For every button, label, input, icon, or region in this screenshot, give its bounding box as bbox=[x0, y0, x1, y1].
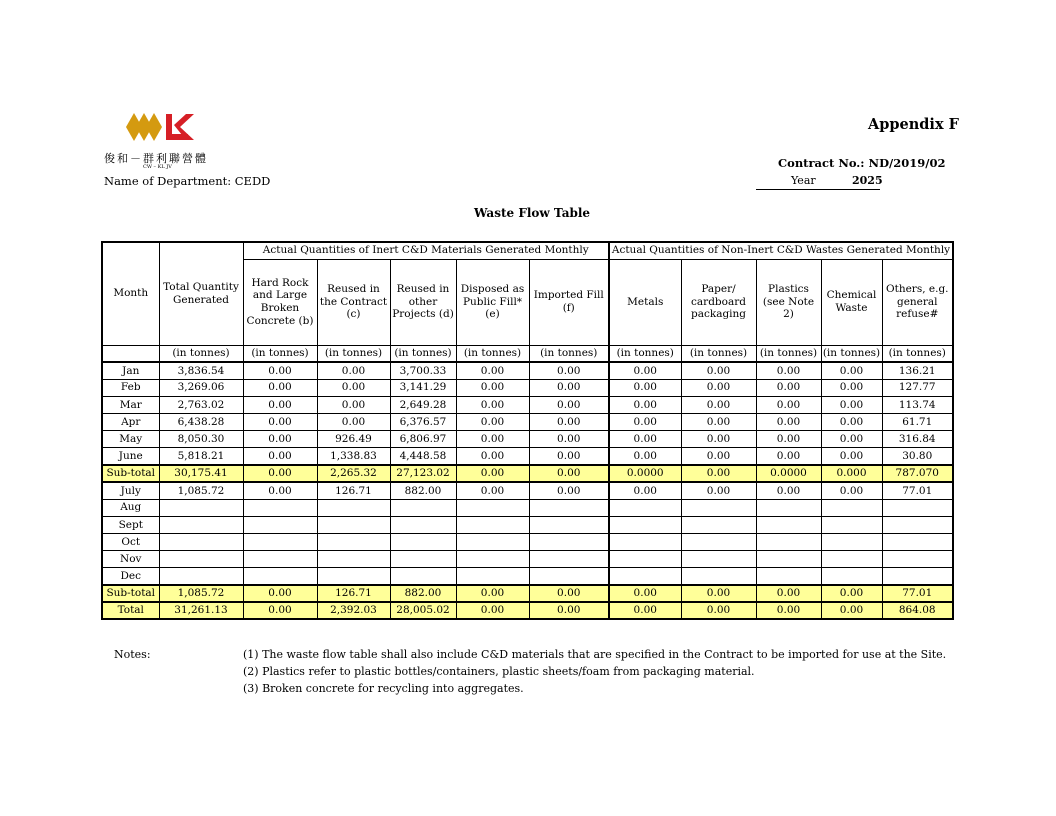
value-cell: 864.08 bbox=[882, 602, 953, 619]
month-cell: Feb bbox=[102, 379, 159, 396]
value-cell: 1,338.83 bbox=[317, 448, 390, 465]
value-cell: 0.00 bbox=[821, 448, 882, 465]
value-cell bbox=[529, 568, 609, 585]
month-cell: Jan bbox=[102, 362, 159, 379]
value-cell: 2,265.32 bbox=[317, 465, 390, 482]
value-cell: 0.00 bbox=[243, 431, 317, 448]
group-header-inert: Actual Quantities of Inert C&D Materials Generated Monthly bbox=[243, 242, 609, 259]
value-cell: 3,836.54 bbox=[159, 362, 243, 379]
value-cell: 3,269.06 bbox=[159, 379, 243, 396]
value-cell: 0.00 bbox=[821, 362, 882, 379]
appendix-label: Appendix F bbox=[868, 116, 959, 133]
value-cell: 1,085.72 bbox=[159, 482, 243, 499]
value-cell: 0.00 bbox=[456, 396, 529, 413]
month-cell: Sept bbox=[102, 516, 159, 533]
value-cell bbox=[609, 533, 681, 550]
value-cell: 0.00 bbox=[529, 585, 609, 602]
value-cell: 316.84 bbox=[882, 431, 953, 448]
value-cell: 5,818.21 bbox=[159, 448, 243, 465]
year-field bbox=[756, 173, 883, 190]
value-cell: 61.71 bbox=[882, 413, 953, 430]
value-cell: 2,649.28 bbox=[390, 396, 456, 413]
value-cell bbox=[317, 551, 390, 568]
value-cell: 0.00 bbox=[243, 413, 317, 430]
value-cell bbox=[390, 516, 456, 533]
value-cell: 0.00 bbox=[529, 448, 609, 465]
value-cell: 0.00 bbox=[456, 585, 529, 602]
table-row bbox=[102, 379, 953, 396]
value-cell: 1,085.72 bbox=[159, 585, 243, 602]
value-cell bbox=[317, 516, 390, 533]
month-cell: Apr bbox=[102, 413, 159, 430]
value-cell: 0.00 bbox=[609, 448, 681, 465]
value-cell bbox=[243, 551, 317, 568]
value-cell: 2,392.03 bbox=[317, 602, 390, 619]
value-cell bbox=[529, 551, 609, 568]
value-cell: 28,005.02 bbox=[390, 602, 456, 619]
value-cell bbox=[243, 533, 317, 550]
value-cell: 0.00 bbox=[243, 602, 317, 619]
value-cell bbox=[456, 533, 529, 550]
value-cell bbox=[317, 568, 390, 585]
note-item: (3) Broken concrete for recycling into aggregates. bbox=[243, 682, 524, 695]
col-header-reused-other: Reused in other Projects (d) bbox=[390, 259, 456, 345]
col-header-chemical: Chemical Waste bbox=[821, 259, 882, 345]
unit-cell: (in tonnes) bbox=[243, 345, 317, 362]
value-cell bbox=[609, 568, 681, 585]
value-cell: 882.00 bbox=[390, 482, 456, 499]
value-cell: 0.00 bbox=[317, 379, 390, 396]
value-cell bbox=[756, 499, 821, 516]
value-cell bbox=[529, 516, 609, 533]
month-cell: Total bbox=[102, 602, 159, 619]
value-cell: 3,141.29 bbox=[390, 379, 456, 396]
value-cell bbox=[681, 568, 756, 585]
value-cell: 0.00 bbox=[243, 362, 317, 379]
value-cell: 0.00 bbox=[681, 396, 756, 413]
value-cell bbox=[821, 551, 882, 568]
value-cell: 0.00 bbox=[529, 431, 609, 448]
department-name: Name of Department: CEDD bbox=[104, 174, 271, 188]
value-cell bbox=[317, 499, 390, 516]
value-cell: 3,700.33 bbox=[390, 362, 456, 379]
value-cell: 0.00 bbox=[681, 431, 756, 448]
col-header-hard-rock: Hard Rock and Large Broken Concrete (b) bbox=[243, 259, 317, 345]
value-cell bbox=[390, 568, 456, 585]
unit-cell: (in tonnes) bbox=[317, 345, 390, 362]
col-header-metals: Metals bbox=[609, 259, 681, 345]
logo-chinese-text: 俊和－群利聯營體 bbox=[104, 152, 208, 165]
col-header-plastics: Plastics (see Note 2) bbox=[756, 259, 821, 345]
value-cell: 0.00 bbox=[821, 602, 882, 619]
unit-cell: (in tonnes) bbox=[529, 345, 609, 362]
table-row bbox=[102, 362, 953, 379]
year-label: Year bbox=[791, 174, 816, 187]
value-cell bbox=[456, 551, 529, 568]
table-row bbox=[102, 516, 953, 533]
value-cell: 0.00 bbox=[529, 362, 609, 379]
value-cell bbox=[609, 499, 681, 516]
value-cell: 30.80 bbox=[882, 448, 953, 465]
value-cell bbox=[243, 568, 317, 585]
logo-gold-mark bbox=[126, 113, 162, 141]
value-cell: 0.00 bbox=[456, 465, 529, 482]
value-cell: 0.00 bbox=[317, 396, 390, 413]
value-cell: 0.00 bbox=[243, 585, 317, 602]
value-cell: 0.00 bbox=[456, 602, 529, 619]
col-header-total: Total Quantity Generated bbox=[159, 242, 243, 345]
value-cell: 0.00 bbox=[756, 431, 821, 448]
value-cell bbox=[390, 533, 456, 550]
unit-cell: (in tonnes) bbox=[159, 345, 243, 362]
table-body bbox=[102, 362, 953, 619]
value-cell: 0.00 bbox=[456, 362, 529, 379]
value-cell: 0.00 bbox=[529, 465, 609, 482]
value-cell: 0.00 bbox=[681, 465, 756, 482]
subtotal-row bbox=[102, 602, 953, 619]
unit-cell: (in tonnes) bbox=[821, 345, 882, 362]
month-cell: June bbox=[102, 448, 159, 465]
value-cell bbox=[882, 499, 953, 516]
value-cell bbox=[390, 551, 456, 568]
table-row bbox=[102, 551, 953, 568]
value-cell bbox=[159, 568, 243, 585]
value-cell: 0.00 bbox=[756, 448, 821, 465]
value-cell: 926.49 bbox=[317, 431, 390, 448]
col-header-paper: Paper/ cardboard packaging bbox=[681, 259, 756, 345]
value-cell bbox=[159, 551, 243, 568]
contract-number: Contract No.: ND/2019/02 bbox=[778, 156, 946, 170]
table-row bbox=[102, 396, 953, 413]
value-cell bbox=[821, 499, 882, 516]
month-cell: Aug bbox=[102, 499, 159, 516]
value-cell: 0.00 bbox=[529, 379, 609, 396]
value-cell: 0.00 bbox=[681, 602, 756, 619]
value-cell: 0.00 bbox=[243, 396, 317, 413]
company-logo bbox=[124, 111, 196, 143]
value-cell bbox=[390, 499, 456, 516]
value-cell: 0.00 bbox=[756, 482, 821, 499]
value-cell bbox=[756, 533, 821, 550]
value-cell: 77.01 bbox=[882, 482, 953, 499]
value-cell: 0.00 bbox=[609, 482, 681, 499]
unit-cell: (in tonnes) bbox=[609, 345, 681, 362]
table-title: Waste Flow Table bbox=[474, 206, 591, 220]
value-cell: 0.0000 bbox=[609, 465, 681, 482]
subtotal-row bbox=[102, 585, 953, 602]
value-cell bbox=[159, 516, 243, 533]
value-cell: 126.71 bbox=[317, 585, 390, 602]
value-cell: 0.00 bbox=[529, 602, 609, 619]
value-cell bbox=[882, 568, 953, 585]
value-cell: 4,448.58 bbox=[390, 448, 456, 465]
table-row bbox=[102, 413, 953, 430]
value-cell bbox=[821, 533, 882, 550]
value-cell bbox=[821, 516, 882, 533]
month-cell: May bbox=[102, 431, 159, 448]
value-cell: 0.0000 bbox=[756, 465, 821, 482]
col-header-month: Month bbox=[102, 242, 159, 345]
value-cell: 0.00 bbox=[756, 602, 821, 619]
value-cell: 0.00 bbox=[609, 396, 681, 413]
table-row bbox=[102, 499, 953, 516]
value-cell: 0.00 bbox=[821, 482, 882, 499]
unit-cell: (in tonnes) bbox=[681, 345, 756, 362]
col-header-others: Others, e.g. general refuse# bbox=[882, 259, 953, 345]
value-cell: 6,806.97 bbox=[390, 431, 456, 448]
value-cell: 0.00 bbox=[456, 379, 529, 396]
value-cell: 0.00 bbox=[681, 413, 756, 430]
value-cell: 8,050.30 bbox=[159, 431, 243, 448]
table-row bbox=[102, 482, 953, 499]
value-cell: 0.00 bbox=[756, 585, 821, 602]
value-cell: 0.00 bbox=[243, 379, 317, 396]
unit-cell: (in tonnes) bbox=[456, 345, 529, 362]
col-header-public-fill: Disposed as Public Fill* (e) bbox=[456, 259, 529, 345]
value-cell bbox=[756, 516, 821, 533]
month-cell: Oct bbox=[102, 533, 159, 550]
logo-red-mark bbox=[166, 114, 194, 140]
value-cell: 0.00 bbox=[456, 482, 529, 499]
value-cell: 0.00 bbox=[456, 448, 529, 465]
group-header-noninert: Actual Quantities of Non-Inert C&D Wastes Generated Monthly bbox=[609, 242, 953, 259]
year-value: 2025 bbox=[852, 174, 883, 187]
value-cell: 0.00 bbox=[529, 396, 609, 413]
logo-subtitle: CW – KL JV bbox=[143, 164, 172, 170]
unit-cell: (in tonnes) bbox=[756, 345, 821, 362]
month-cell: Nov bbox=[102, 551, 159, 568]
table-row bbox=[102, 431, 953, 448]
value-cell bbox=[756, 551, 821, 568]
value-cell: 0.00 bbox=[681, 362, 756, 379]
value-cell bbox=[159, 499, 243, 516]
col-header-imported-fill: Imported Fill (f) bbox=[529, 259, 609, 345]
value-cell: 6,376.57 bbox=[390, 413, 456, 430]
value-cell bbox=[821, 568, 882, 585]
value-cell: 113.74 bbox=[882, 396, 953, 413]
unit-cell: (in tonnes) bbox=[882, 345, 953, 362]
value-cell bbox=[681, 499, 756, 516]
value-cell bbox=[882, 516, 953, 533]
value-cell: 6,438.28 bbox=[159, 413, 243, 430]
value-cell: 0.00 bbox=[317, 413, 390, 430]
unit-cell-month bbox=[102, 345, 159, 362]
unit-cell: (in tonnes) bbox=[390, 345, 456, 362]
value-cell: 0.00 bbox=[681, 482, 756, 499]
table-row bbox=[102, 568, 953, 585]
table-row bbox=[102, 533, 953, 550]
value-cell: 0.00 bbox=[821, 413, 882, 430]
value-cell: 0.00 bbox=[756, 362, 821, 379]
value-cell bbox=[243, 516, 317, 533]
value-cell bbox=[529, 533, 609, 550]
notes-label: Notes: bbox=[114, 648, 151, 661]
value-cell bbox=[317, 533, 390, 550]
value-cell: 0.00 bbox=[243, 448, 317, 465]
value-cell: 0.00 bbox=[456, 431, 529, 448]
value-cell: 0.00 bbox=[609, 379, 681, 396]
value-cell bbox=[456, 499, 529, 516]
value-cell: 0.00 bbox=[609, 431, 681, 448]
value-cell bbox=[159, 533, 243, 550]
subtotal-row bbox=[102, 465, 953, 482]
note-item: (1) The waste flow table shall also include C&D materials that are specified in the Contract to be imported for use at the Site. bbox=[243, 648, 947, 661]
value-cell: 0.00 bbox=[821, 431, 882, 448]
value-cell: 0.00 bbox=[681, 585, 756, 602]
value-cell bbox=[456, 568, 529, 585]
month-cell: Mar bbox=[102, 396, 159, 413]
value-cell: 0.00 bbox=[681, 448, 756, 465]
value-cell bbox=[609, 516, 681, 533]
value-cell: 30,175.41 bbox=[159, 465, 243, 482]
value-cell: 27,123.02 bbox=[390, 465, 456, 482]
value-cell: 0.00 bbox=[821, 396, 882, 413]
month-cell: Sub-total bbox=[102, 465, 159, 482]
month-cell: Sub-total bbox=[102, 585, 159, 602]
value-cell: 0.00 bbox=[756, 413, 821, 430]
month-cell: Dec bbox=[102, 568, 159, 585]
value-cell: 0.00 bbox=[756, 396, 821, 413]
value-cell bbox=[681, 551, 756, 568]
value-cell bbox=[456, 516, 529, 533]
value-cell: 0.00 bbox=[609, 413, 681, 430]
value-cell: 0.00 bbox=[529, 413, 609, 430]
value-cell: 0.00 bbox=[609, 362, 681, 379]
value-cell: 787.070 bbox=[882, 465, 953, 482]
note-item: (2) Plastics refer to plastic bottles/containers, plastic sheets/foam from packaging material. bbox=[243, 665, 755, 678]
value-cell: 2,763.02 bbox=[159, 396, 243, 413]
value-cell: 0.00 bbox=[681, 379, 756, 396]
value-cell: 0.00 bbox=[529, 482, 609, 499]
value-cell: 31,261.13 bbox=[159, 602, 243, 619]
table-row bbox=[102, 448, 953, 465]
value-cell: 0.00 bbox=[609, 585, 681, 602]
value-cell: 882.00 bbox=[390, 585, 456, 602]
value-cell: 126.71 bbox=[317, 482, 390, 499]
value-cell: 0.00 bbox=[821, 585, 882, 602]
value-cell: 0.00 bbox=[821, 379, 882, 396]
value-cell: 0.000 bbox=[821, 465, 882, 482]
value-cell bbox=[681, 533, 756, 550]
waste-flow-table bbox=[101, 241, 954, 620]
month-cell: July bbox=[102, 482, 159, 499]
value-cell: 0.00 bbox=[456, 413, 529, 430]
value-cell bbox=[882, 533, 953, 550]
value-cell: 0.00 bbox=[243, 465, 317, 482]
value-cell: 127.77 bbox=[882, 379, 953, 396]
value-cell bbox=[756, 568, 821, 585]
value-cell: 77.01 bbox=[882, 585, 953, 602]
value-cell bbox=[529, 499, 609, 516]
value-cell: 0.00 bbox=[756, 379, 821, 396]
value-cell bbox=[609, 551, 681, 568]
value-cell bbox=[243, 499, 317, 516]
value-cell: 0.00 bbox=[243, 482, 317, 499]
value-cell bbox=[681, 516, 756, 533]
value-cell: 0.00 bbox=[609, 602, 681, 619]
col-header-reused-contract: Reused in the Contract (c) bbox=[317, 259, 390, 345]
value-cell: 136.21 bbox=[882, 362, 953, 379]
value-cell bbox=[882, 551, 953, 568]
value-cell: 0.00 bbox=[317, 362, 390, 379]
